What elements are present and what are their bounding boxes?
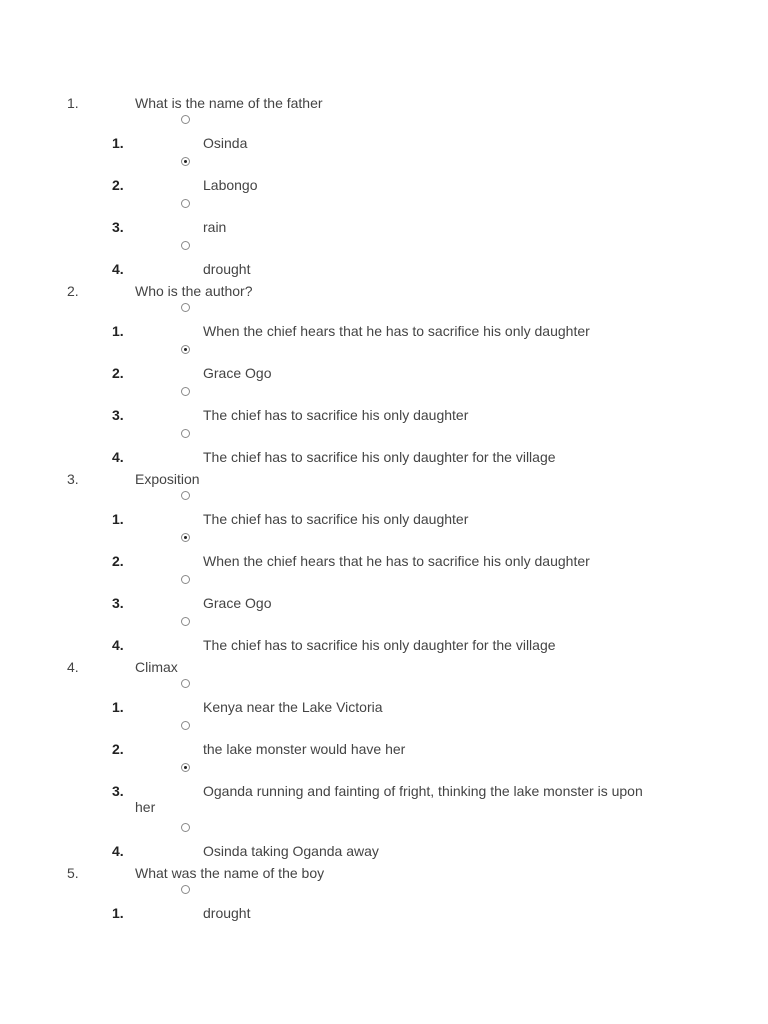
choice-text: Grace Ogo	[203, 365, 272, 381]
answer-radio-button[interactable]	[181, 491, 190, 500]
question-number: 2.	[67, 283, 79, 299]
radio-row	[0, 530, 768, 551]
choice-text: drought	[203, 261, 251, 277]
question-text: What is the name of the father	[135, 95, 323, 111]
choice-text: When the chief hears that he has to sacrifice his only daughter	[203, 553, 590, 569]
answer-row	[0, 447, 768, 468]
answer-radio-button[interactable]	[181, 345, 190, 354]
answer-choice	[0, 154, 768, 196]
choice-number: 2.	[112, 553, 124, 569]
question-number: 4.	[67, 659, 79, 675]
answer-radio-button[interactable]	[181, 721, 190, 730]
choice-number: 3.	[112, 595, 124, 611]
answer-row	[0, 841, 768, 862]
radio-row	[0, 238, 768, 259]
answer-radio-button[interactable]	[181, 199, 190, 208]
choice-number: 1.	[112, 699, 124, 715]
choice-text-continuation-row	[0, 799, 768, 820]
choice-text-continuation: her	[135, 799, 156, 815]
choice-text: The chief has to sacrifice his only daughter	[203, 407, 469, 423]
choice-number: 1.	[112, 905, 124, 921]
choice-number: 4.	[112, 637, 124, 653]
answer-radio-button[interactable]	[181, 823, 190, 832]
choice-number: 1.	[112, 135, 124, 151]
answer-row	[0, 405, 768, 426]
answer-choice	[0, 238, 768, 280]
quiz-list	[0, 92, 768, 924]
answer-choice	[0, 196, 768, 238]
answer-row	[0, 217, 768, 238]
choice-text: Oganda running and fainting of fright, thinking the lake monster is upon	[203, 783, 643, 799]
answer-choice	[0, 342, 768, 384]
answer-choice	[0, 384, 768, 426]
radio-row	[0, 342, 768, 363]
answer-radio-button[interactable]	[181, 575, 190, 584]
radio-row	[0, 760, 768, 781]
answer-choice	[0, 488, 768, 530]
answer-choice	[0, 820, 768, 862]
answer-row	[0, 363, 768, 384]
choice-text: drought	[203, 905, 251, 921]
choice-text: rain	[203, 219, 227, 235]
radio-row	[0, 426, 768, 447]
choice-text: Grace Ogo	[203, 595, 272, 611]
radio-row	[0, 718, 768, 739]
choice-text: When the chief hears that he has to sacrifice his only daughter	[203, 323, 590, 339]
answer-choice	[0, 572, 768, 614]
choice-text: Kenya near the Lake Victoria	[203, 699, 383, 715]
answer-radio-button[interactable]	[181, 303, 190, 312]
radio-row	[0, 882, 768, 903]
radio-row	[0, 112, 768, 133]
choice-number: 3.	[112, 783, 124, 799]
answer-radio-button[interactable]	[181, 387, 190, 396]
answer-choice	[0, 718, 768, 760]
answer-row	[0, 509, 768, 530]
choice-text: the lake monster would have her	[203, 741, 406, 757]
choice-number: 2.	[112, 177, 124, 193]
choice-number: 4.	[112, 261, 124, 277]
answer-radio-button[interactable]	[181, 617, 190, 626]
answer-radio-button[interactable]	[181, 115, 190, 124]
radio-row	[0, 300, 768, 321]
question-row	[0, 280, 768, 300]
answer-row	[0, 739, 768, 760]
answer-radio-button[interactable]	[181, 157, 190, 166]
answer-row	[0, 697, 768, 718]
answer-row	[0, 781, 768, 802]
choice-text: The chief has to sacrifice his only daughter for the village	[203, 449, 556, 465]
answer-choice	[0, 882, 768, 924]
answer-choice	[0, 760, 768, 820]
question-block	[0, 92, 768, 280]
choice-text: The chief has to sacrifice his only daughter	[203, 511, 469, 527]
answer-row	[0, 593, 768, 614]
question-text: Exposition	[135, 471, 200, 487]
question-number: 3.	[67, 471, 79, 487]
answer-radio-button[interactable]	[181, 533, 190, 542]
choice-number: 4.	[112, 449, 124, 465]
choice-number: 1.	[112, 323, 124, 339]
answer-radio-button[interactable]	[181, 429, 190, 438]
choice-number: 3.	[112, 219, 124, 235]
question-block	[0, 656, 768, 862]
choice-number: 2.	[112, 365, 124, 381]
answer-choice	[0, 614, 768, 656]
answer-choice	[0, 112, 768, 154]
radio-row	[0, 676, 768, 697]
answer-radio-button[interactable]	[181, 885, 190, 894]
answer-radio-button[interactable]	[181, 763, 190, 772]
question-number: 5.	[67, 865, 79, 881]
answer-radio-button[interactable]	[181, 679, 190, 688]
answer-choice	[0, 530, 768, 572]
question-row	[0, 468, 768, 488]
question-row	[0, 92, 768, 112]
answer-row	[0, 635, 768, 656]
question-block	[0, 468, 768, 656]
choice-text: The chief has to sacrifice his only daughter for the village	[203, 637, 556, 653]
answer-row	[0, 321, 768, 342]
choice-number: 2.	[112, 741, 124, 757]
answer-row	[0, 551, 768, 572]
answer-choice	[0, 300, 768, 342]
question-text: Climax	[135, 659, 178, 675]
answer-choice	[0, 676, 768, 718]
radio-row	[0, 820, 768, 841]
answer-row	[0, 259, 768, 280]
choice-number: 1.	[112, 511, 124, 527]
radio-row	[0, 572, 768, 593]
radio-row	[0, 154, 768, 175]
question-text: What was the name of the boy	[135, 865, 325, 881]
question-number: 1.	[67, 95, 79, 111]
question-block	[0, 280, 768, 468]
answer-choice	[0, 426, 768, 468]
question-row	[0, 656, 768, 676]
choice-text: Osinda taking Oganda away	[203, 843, 379, 859]
choice-number: 3.	[112, 407, 124, 423]
question-row	[0, 862, 768, 882]
radio-row	[0, 488, 768, 509]
question-block	[0, 862, 768, 924]
radio-row	[0, 196, 768, 217]
answer-row	[0, 133, 768, 154]
answer-radio-button[interactable]	[181, 241, 190, 250]
radio-row	[0, 384, 768, 405]
question-text: Who is the author?	[135, 283, 253, 299]
choice-number: 4.	[112, 843, 124, 859]
choice-text: Labongo	[203, 177, 258, 193]
answer-row	[0, 175, 768, 196]
choice-text: Osinda	[203, 135, 248, 151]
answer-row	[0, 903, 768, 924]
radio-row	[0, 614, 768, 635]
